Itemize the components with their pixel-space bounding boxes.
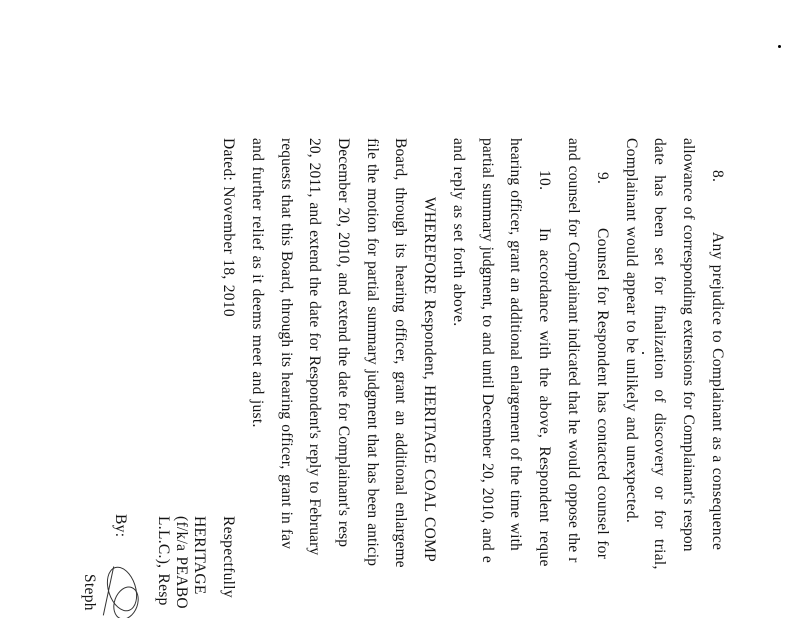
wherefore-line-2: Board, through its hearing officer, grant an additional enlargeme <box>392 138 409 568</box>
paragraph-8-line-3: date has been set for finalization of discovery or for trial, <box>651 138 668 570</box>
paragraph-10-line-1: In accordance with the above, Respondent reque <box>536 228 553 567</box>
wherefore-line-6: requests that this Board, through its hearing officer, grant in fav <box>278 138 295 549</box>
paragraph-8-line-2: allowance of corresponding extensions for Complainant's respon <box>680 138 697 552</box>
wherefore-line-5: 20, 2011, and extend the date for Respondent's reply to February <box>306 138 323 556</box>
signature-respectfully: Respectfully <box>220 516 237 598</box>
signature-by-label: By: <box>112 514 129 538</box>
scan-speck <box>642 352 644 354</box>
paragraph-9-line-1: Counsel for Respondent has contacted counsel for <box>594 228 611 560</box>
paragraph-10-number: 10. <box>536 170 553 191</box>
dated-line: Dated: November 18, 2010 <box>220 138 237 317</box>
signature-company-line-3: L.L.C.), Resp <box>155 516 172 606</box>
scan-speck <box>778 45 781 48</box>
paragraph-10-line-2: hearing officer, grant an additional enlargement of the time with <box>507 138 524 551</box>
paragraph-8-line-4: Complainant would appear to be unlikely and unexpected. <box>623 138 640 524</box>
paragraph-9-line-2: and counsel for Complainant indicated that he would oppose the r <box>565 138 582 563</box>
wherefore-line-7: and further relief as it deems meet and just. <box>249 138 266 428</box>
wherefore-line-3: file the motion for partial summary judgment that has been anticip <box>364 138 381 567</box>
signature-signer-name: Steph <box>81 574 98 611</box>
signature-company-line-2: (f/k/a PEABO <box>173 516 190 609</box>
signature-company-line-1: HERITAGE <box>191 516 208 595</box>
paragraph-8-line-1: Any prejudice to Complainant as a consequence <box>709 232 726 551</box>
wherefore-line-4: December 20, 2010, and extend the date for Complainant's resp <box>335 138 352 548</box>
wherefore-line-1: WHEREFORE Respondent, HERITAGE COAL COMP <box>421 197 438 563</box>
paragraph-10-line-4: and reply as set forth above. <box>450 138 467 327</box>
paragraph-9-number: 9. <box>594 172 611 185</box>
paragraph-10-line-3: partial summary judgment, to and until December 20, 2010, and e <box>479 138 496 563</box>
paragraph-8-number: 8. <box>709 170 726 183</box>
